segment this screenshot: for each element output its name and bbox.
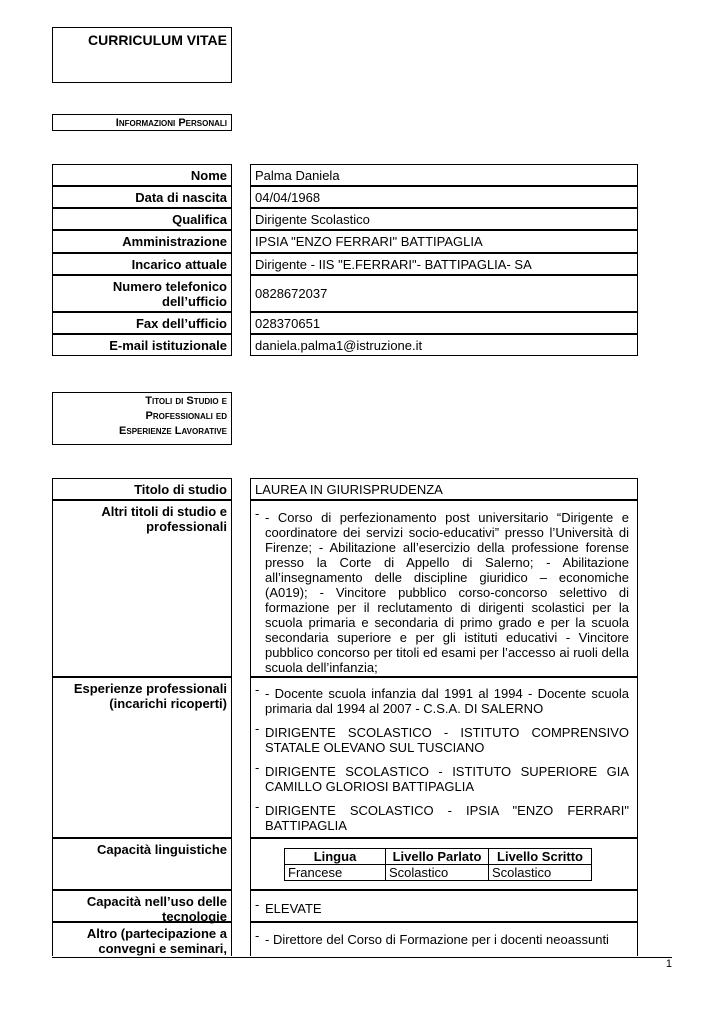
cell-lingua: Francese bbox=[285, 865, 386, 881]
bullet-dash: - bbox=[255, 928, 260, 943]
label-telefono-line2: dell’ufficio bbox=[162, 294, 227, 309]
value-telefono: 0828672037 bbox=[250, 275, 638, 312]
table-row bbox=[285, 865, 592, 881]
label-amministrazione: Amministrazione bbox=[52, 230, 232, 253]
language-table bbox=[284, 848, 592, 881]
label-altri-titoli-line1: Altri titoli di studio e bbox=[101, 504, 227, 519]
label-incarico: Incarico attuale bbox=[52, 253, 232, 275]
header-lingua: Lingua bbox=[285, 849, 386, 865]
esperienza-item bbox=[255, 760, 633, 794]
label-telefono bbox=[52, 275, 232, 312]
label-altro-line1: Altro (partecipazione a bbox=[86, 926, 227, 941]
value-data-nascita: 04/04/1968 bbox=[250, 186, 638, 208]
esperienza-item bbox=[255, 682, 633, 716]
label-nome: Nome bbox=[52, 164, 232, 186]
header-scritto: Livello Scritto bbox=[489, 849, 592, 865]
page-title: CURRICULUM VITAE bbox=[88, 32, 227, 48]
section-titoli-box bbox=[52, 392, 232, 445]
section-titoli-line1: Titoli di Studio e bbox=[145, 395, 227, 407]
section-titoli-line2: Professionali ed bbox=[145, 410, 227, 422]
label-altri-titoli-line2: professionali bbox=[146, 519, 227, 534]
label-email: E-mail istituzionale bbox=[52, 334, 232, 356]
label-fax: Fax dell’ufficio bbox=[52, 312, 232, 334]
esperienza-text: DIRIGENTE SCOLASTICO - ISTITUTO COMPRENSIVO STATALE OLEVANO SUL TUSCIANO bbox=[265, 725, 629, 755]
value-qualifica: Dirigente Scolastico bbox=[250, 208, 638, 230]
value-fax: 028370651 bbox=[250, 312, 638, 334]
label-tecnologie-line1: Capacità nell’uso delle bbox=[86, 894, 227, 909]
tecnologie-item bbox=[255, 897, 633, 916]
page-number: 1 bbox=[665, 958, 672, 970]
esperienza-item bbox=[255, 799, 633, 833]
footer-divider bbox=[52, 957, 672, 958]
label-data-nascita: Data di nascita bbox=[52, 186, 232, 208]
label-lingue: Capacità linguistiche bbox=[52, 838, 232, 890]
bullet-dash: - bbox=[255, 897, 260, 912]
label-tecnologie-line2: tecnologie bbox=[161, 909, 227, 924]
bullet-dash: - bbox=[255, 506, 260, 521]
section-titoli-line3: Esperienze Lavorative bbox=[119, 425, 227, 437]
esperienza-text: DIRIGENTE SCOLASTICO - ISTITUTO SUPERIORE GIA CAMILLO GLORIOSI BATTIPAGLIA bbox=[265, 764, 629, 794]
label-telefono-line1: Numero telefonico bbox=[112, 279, 227, 294]
cell-scritto: Scolastico bbox=[489, 865, 592, 881]
bullet-dash: - bbox=[255, 799, 260, 814]
esperienza-item bbox=[255, 721, 633, 755]
cell-parlato: Scolastico bbox=[386, 865, 489, 881]
bullet-dash: - bbox=[255, 721, 260, 736]
value-titolo-studio: LAUREA IN GIURISPRUDENZA bbox=[250, 478, 638, 500]
altri-titoli-text: - Corso di perfezionamento post universitario “Dirigente e coordinatore dei servizi socio-educativi” presso l’Università di Firenze; - Abilitazione all’esercizio della professione forense presso la Corte di Appello di Salerno; - Abilitazione all’insegnamento delle discipline giuridico – economiche (A019); - Vincitore pubblico corso-concorso selettivo di formazione per il reclutamento di dirigenti scolastici per la scuola primaria e secondaria di primo grado e per la scuola secondaria superiore e per gli istituti educativi - Vincitore pubblico concorso per titoli ed esami per l’accesso ai ruoli della scuola dell’infanzia; bbox=[265, 510, 629, 675]
label-altro bbox=[52, 922, 232, 956]
value-esperienze bbox=[250, 677, 638, 838]
section-personal-heading: Informazioni Personali bbox=[115, 117, 227, 129]
esperienza-text: - Docente scuola infanzia dal 1991 al 1994 - Docente scuola primaria dal 1994 al 2007 - C.S.A. DI SALERNO bbox=[265, 686, 629, 716]
value-incarico: Dirigente - IIS "E.FERRARI"- BATTIPAGLIA- SA bbox=[250, 253, 638, 275]
altro-text: - Direttore del Corso di Formazione per i docenti neoassunti bbox=[265, 932, 609, 947]
bullet-dash: - bbox=[255, 682, 260, 697]
tecnologie-text: ELEVATE bbox=[265, 901, 322, 916]
language-table-header bbox=[285, 849, 592, 865]
label-altri-titoli bbox=[52, 500, 232, 677]
title-box bbox=[52, 27, 232, 83]
label-esperienze-line1: Esperienze professionali bbox=[73, 681, 227, 696]
altri-titoli-item bbox=[255, 506, 633, 675]
value-altro bbox=[250, 922, 638, 956]
bullet-dash: - bbox=[255, 760, 260, 775]
value-amministrazione: IPSIA "ENZO FERRARI" BATTIPAGLIA bbox=[250, 230, 638, 253]
value-email: daniela.palma1@istruzione.it bbox=[250, 334, 638, 356]
value-tecnologie bbox=[250, 890, 638, 922]
value-nome: Palma Daniela bbox=[250, 164, 638, 186]
label-esperienze bbox=[52, 677, 232, 838]
label-tecnologie bbox=[52, 890, 232, 922]
label-altro-line2: convegni e seminari, bbox=[98, 941, 227, 956]
label-titolo-studio: Titolo di studio bbox=[52, 478, 232, 500]
section-titoli-heading bbox=[53, 394, 227, 439]
altro-item bbox=[255, 928, 633, 947]
label-qualifica: Qualifica bbox=[52, 208, 232, 230]
esperienza-text: DIRIGENTE SCOLASTICO - IPSIA "ENZO FERRARI" BATTIPAGLIA bbox=[265, 803, 629, 833]
label-esperienze-line2: (incarichi ricoperti) bbox=[109, 696, 227, 711]
section-personal-box bbox=[52, 114, 232, 131]
header-parlato: Livello Parlato bbox=[386, 849, 489, 865]
value-altri-titoli bbox=[250, 500, 638, 677]
